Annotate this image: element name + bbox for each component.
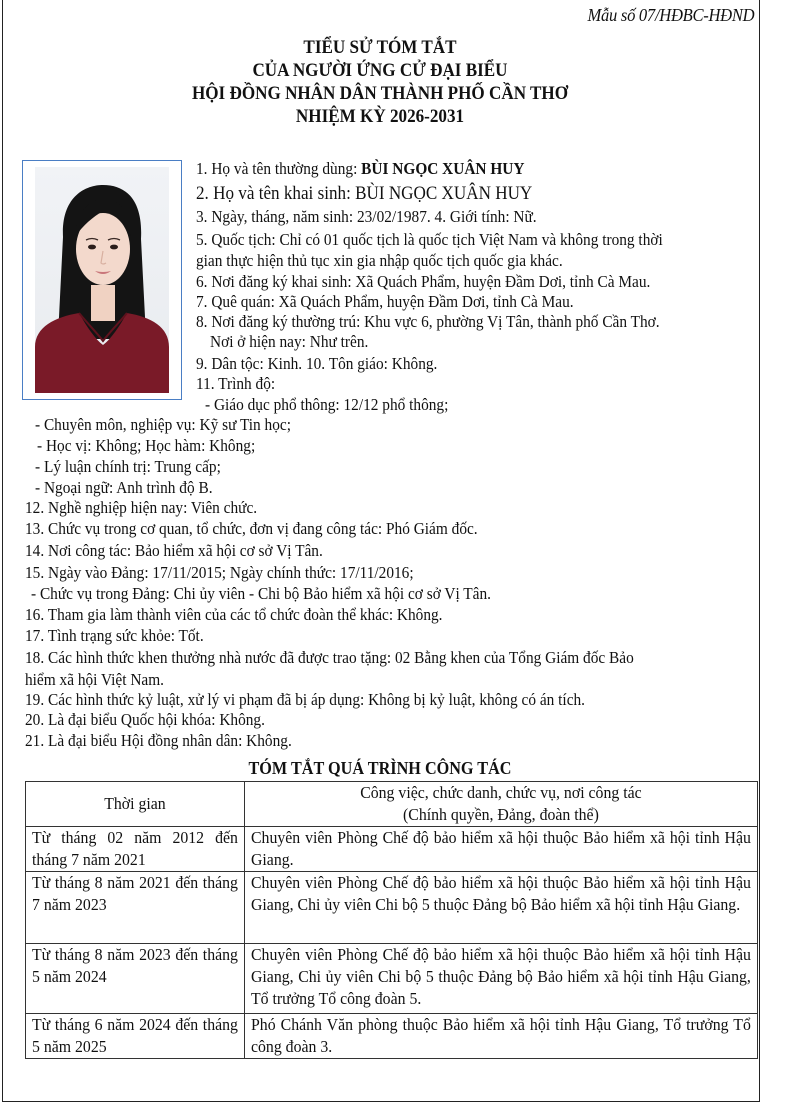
row-job [245, 944, 758, 1014]
bio-item-8-current-residence: Nơi ở hiện nay: Như trên. [210, 332, 369, 351]
row-job [245, 872, 758, 944]
bio-item-11: 11. Trình độ: [196, 374, 276, 393]
header-job-line-2: (Chính quyền, Đảng, đoàn thể) [403, 805, 599, 824]
row-time [26, 827, 245, 872]
doc-title-line-4: NHIỆM KỲ 2026-2031 [295, 106, 465, 127]
table-row [26, 872, 758, 944]
bio-item-16: 16. Tham gia làm thành viên của các tổ chức đoàn thể khác: Không. [25, 605, 443, 624]
bio-item-6: 6. Nơi đăng ký khai sinh: Xã Quách Phẩm, huyện Đầm Dơi, tỉnh Cà Mau. [196, 272, 651, 291]
table-row [26, 1014, 758, 1059]
bio-item-18-line-2: hiểm xã hội Việt Nam. [25, 670, 165, 689]
bio-item-7: 7. Quê quán: Xã Quách Phẩm, huyện Đầm Dơi, tỉnh Cà Mau. [196, 292, 574, 311]
bio-item-1 [196, 159, 524, 179]
bio-item-20: 20. Là đại biểu Quốc hội khóa: Không. [25, 710, 265, 729]
header-job [245, 782, 758, 827]
work-history-table [25, 781, 758, 1059]
bio-item-13: 13. Chức vụ trong cơ quan, tổ chức, đơn vị đang công tác: Phó Giám đốc. [25, 519, 478, 538]
header-time-label: Thời gian [104, 794, 166, 813]
row-time [26, 872, 245, 944]
table-row [26, 827, 758, 872]
row-job-text: Chuyên viên Phòng Chế độ bảo hiểm xã hội thuộc Bảo hiểm xã hội tỉnh Hậu Giang. [251, 828, 751, 869]
row-time [26, 1014, 245, 1059]
bio-item-9-10: 9. Dân tộc: Kinh. 10. Tôn giáo: Không. [196, 354, 438, 373]
work-history-title: TÓM TẮT QUÁ TRÌNH CÔNG TÁC [248, 758, 512, 778]
common-name-label: 1. Họ và tên thường dùng: [196, 159, 362, 178]
bio-item-15: 15. Ngày vào Đảng: 17/11/2015; Ngày chính thức: 17/11/2016; [25, 563, 414, 582]
bio-item-12: 12. Nghề nghiệp hiện nay: Viên chức. [25, 498, 258, 517]
doc-title-line-2: CỦA NGƯỜI ỨNG CỬ ĐẠI BIỂU [252, 60, 508, 81]
candidate-photo-frame [22, 160, 182, 400]
row-job [245, 827, 758, 872]
bio-item-8: 8. Nơi đăng ký thường trú: Khu vực 6, phường Vị Tân, thành phố Cần Thơ. [196, 312, 660, 331]
header-job-line-1: Công việc, chức danh, chức vụ, nơi công tác [360, 783, 642, 802]
row-time-text: Từ tháng 8 năm 2021 đến tháng 7 năm 2023 [32, 873, 238, 914]
table-header-row [26, 782, 758, 827]
row-job-text: Chuyên viên Phòng Chế độ bảo hiểm xã hội thuộc Bảo hiểm xã hội tỉnh Hậu Giang, Chi ủy viên Chi bộ 5 thuộc Đảng bộ Bảo hiểm xã hội tỉnh Hậu Giang. [251, 873, 751, 914]
bio-item-5-line-1: 5. Quốc tịch: Chỉ có 01 quốc tịch là quốc tịch Việt Nam và không trong thời [196, 230, 663, 249]
header-time [26, 782, 245, 827]
portrait-image [35, 167, 169, 393]
bio-item-3-4: 3. Ngày, tháng, năm sinh: 23/02/1987. 4. Giới tính: Nữ. [196, 207, 537, 226]
bio-item-11-political-theory: - Lý luận chính trị: Trung cấp; [35, 457, 221, 476]
bio-item-21: 21. Là đại biểu Hội đồng nhân dân: Không. [25, 731, 292, 750]
form-code: Mẫu số 07/HĐBC-HĐND [587, 5, 754, 25]
row-time [26, 944, 245, 1014]
doc-title-line-3: HỘI ĐỒNG NHÂN DÂN THÀNH PHỐ CẦN THƠ [191, 83, 569, 104]
table-row [26, 944, 758, 1014]
row-job [245, 1014, 758, 1059]
candidate-photo [35, 167, 169, 393]
bio-item-11-degree: - Học vị: Không; Học hàm: Không; [37, 436, 256, 455]
row-time-text: Từ tháng 8 năm 2023 đến tháng 5 năm 2024 [32, 945, 238, 986]
common-name-value: BÙI NGỌC XUÂN HUY [361, 159, 525, 178]
bio-item-2: 2. Họ và tên khai sinh: BÙI NGỌC XUÂN HUY [196, 183, 533, 204]
bio-item-19: 19. Các hình thức kỷ luật, xử lý vi phạm đã bị áp dụng: Không bị kỷ luật, không có án tích. [25, 690, 586, 709]
bio-item-5-line-2: gian thực hiện thủ tục xin gia nhập quốc tịch quốc gia khác. [196, 251, 563, 270]
bio-item-15-party-role: - Chức vụ trong Đảng: Chi ủy viên - Chi bộ Bảo hiểm xã hội cơ sở Vị Tân. [31, 584, 491, 603]
row-job-text: Phó Chánh Văn phòng thuộc Bảo hiểm xã hội tỉnh Hậu Giang, Tổ trưởng Tổ công đoàn 3. [251, 1015, 751, 1056]
bio-item-11-major: - Chuyên môn, nghiệp vụ: Kỹ sư Tin học; [35, 415, 291, 434]
doc-title-line-1: TIỂU SỬ TÓM TẮT [303, 37, 457, 58]
bio-item-14: 14. Nơi công tác: Bảo hiểm xã hội cơ sở Vị Tân. [25, 541, 323, 560]
row-time-text: Từ tháng 6 năm 2024 đến tháng 5 năm 2025 [32, 1015, 238, 1056]
row-job-text: Chuyên viên Phòng Chế độ bảo hiểm xã hội thuộc Bảo hiểm xã hội tỉnh Hậu Giang, Chi ủy viên Chi bộ 5 thuộc Đảng bộ Bảo hiểm xã hội tỉnh Hậu Giang, Tổ trưởng Tổ công đoàn 5. [251, 945, 751, 1008]
bio-item-17: 17. Tình trạng sức khỏe: Tốt. [25, 626, 204, 645]
bio-item-11-foreign-language: - Ngoại ngữ: Anh trình độ B. [35, 478, 213, 497]
row-time-text: Từ tháng 02 năm 2012 đến tháng 7 năm 2021 [32, 828, 238, 869]
bio-item-11-general-education: - Giáo dục phổ thông: 12/12 phổ thông; [205, 395, 449, 414]
bio-item-18-line-1: 18. Các hình thức khen thưởng nhà nước đã được trao tặng: 02 Bằng khen của Tổng Giám đốc Bảo [25, 648, 634, 667]
